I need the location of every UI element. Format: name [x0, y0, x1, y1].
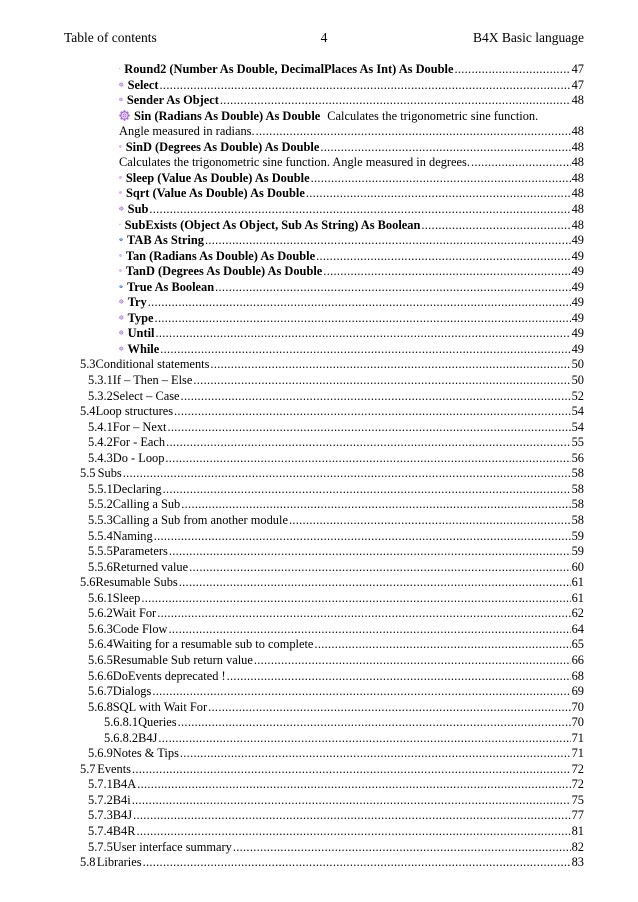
- toc-entry-number: 5.7.3: [88, 808, 113, 823]
- toc-entry-title: B4J: [138, 730, 158, 745]
- toc-entry-page: 47: [571, 77, 584, 92]
- toc-entry-page: 56: [571, 450, 584, 465]
- toc-entry-title: Type: [127, 310, 154, 325]
- toc-dot-leader: [143, 853, 571, 871]
- toc-entry-number: 5.6.2: [88, 606, 113, 621]
- toc-entry-title: Try: [127, 295, 147, 310]
- toc-entry-number: 5.6.8.1: [104, 715, 139, 730]
- toc-entry-number: 5.5.3: [88, 513, 113, 527]
- toc-entry-number: 5.5.4: [88, 528, 113, 543]
- toc-entry-page: 81: [571, 824, 584, 838]
- gear-icon: [119, 265, 122, 276]
- header-section-title: Table of contents: [64, 30, 157, 45]
- toc-entry-title: B4i: [112, 792, 131, 807]
- toc-entry-title: Waiting for a resumable sub to complete: [112, 637, 314, 652]
- toc-entry-title: Declaring: [112, 481, 162, 496]
- toc-entry-page: 49: [571, 248, 584, 263]
- toc-entry-title: Until: [127, 326, 155, 341]
- toc-entry-number: 5.8: [80, 855, 96, 870]
- toc-entry-page: 49: [571, 233, 584, 248]
- toc-entry-page: 49: [571, 341, 584, 356]
- toc-entry-page: 52: [571, 388, 584, 403]
- toc-entry-page: 58: [571, 481, 584, 496]
- toc-entry-page: 66: [571, 652, 584, 667]
- toc-entry-number: 5.6.5: [88, 652, 113, 667]
- toc-entry-number: 5.3.2: [88, 388, 113, 403]
- toc-entry-title: Conditional statements: [95, 357, 210, 372]
- toc-entry-number: 5.4.1: [88, 419, 113, 434]
- gear-icon: [119, 172, 122, 183]
- toc-entry-page: 55: [571, 435, 584, 450]
- toc-entry-number: 5.6.8: [88, 699, 113, 714]
- toc-entry-number: 5.6.4: [88, 637, 113, 652]
- toc-entry-page: 61: [571, 590, 584, 605]
- toc-entry-page: 77: [571, 808, 584, 823]
- gear-icon: [119, 343, 124, 354]
- toc-entry-number: 5.6.1: [88, 590, 113, 605]
- toc-entry-page: 71: [571, 730, 584, 745]
- toc-entry-title: Code Flow: [112, 621, 168, 636]
- toc-entry-title: DoEvents deprecated !: [112, 668, 226, 683]
- gear-icon: [119, 219, 121, 230]
- toc-entry-number: 5.4: [80, 404, 96, 419]
- gear-icon: [119, 110, 130, 121]
- gear-icon: [119, 312, 124, 323]
- gear-icon: [119, 141, 122, 152]
- toc-entry-title: User interface summary: [112, 839, 232, 854]
- header-document-title: B4X Basic language: [473, 30, 584, 45]
- gear-icon: [119, 250, 122, 261]
- toc-entry-title: SinD (Degrees As Double) As Double: [125, 139, 320, 154]
- toc-entry-description: Calculates the trigonometric sine function.: [327, 108, 539, 123]
- toc-entry-page: 82: [571, 839, 584, 854]
- toc-entry-page: 48: [571, 93, 584, 108]
- toc-entry-page: 48: [571, 217, 584, 232]
- toc-entry-title: SQL with Wait For: [112, 699, 208, 714]
- toc-entry-page: 64: [571, 621, 584, 636]
- page-header: [64, 29, 584, 47]
- toc-entry-title: True As Boolean: [126, 279, 215, 294]
- toc-entry-number: 5.7.4: [88, 824, 113, 838]
- toc-entry-page: 54: [571, 404, 584, 419]
- toc-entry-title: Calling a Sub from another module: [112, 513, 288, 527]
- toc-entry-number: 5.6.7: [88, 684, 113, 698]
- toc-entry-title: B4R: [112, 824, 136, 838]
- toc-entry-title: For - Each: [112, 435, 166, 450]
- toc-entry-number: 5.6.9: [88, 746, 113, 761]
- toc-entry-page: 48: [571, 124, 584, 139]
- toc-entry-page: 47: [571, 62, 584, 76]
- toc-entry-title: Select: [127, 77, 159, 92]
- toc-entry-title: TAB As String: [127, 233, 204, 248]
- toc-entry-page: 49: [571, 295, 584, 310]
- toc-entry-number: 5.4.3: [88, 450, 113, 465]
- toc-entry-title: Angle measured in radians.: [119, 124, 255, 139]
- toc-entry-title: SubExists (Object As Object, Sub As String) As Boolean: [124, 217, 421, 232]
- toc-entry-title: Loop structures: [95, 404, 174, 419]
- toc-entry-title: If – Then – Else: [112, 373, 193, 387]
- toc-entry-title: Naming: [112, 528, 153, 543]
- toc-entry-page: 68: [571, 668, 584, 683]
- toc-entry-page: 49: [571, 310, 584, 325]
- toc-entry-title: Resumable Subs: [95, 575, 178, 590]
- toc-entry-page: 58: [571, 497, 584, 512]
- toc-entry-title: Queries: [138, 715, 177, 730]
- toc-entry-page: 59: [571, 528, 584, 543]
- toc-entry-title: B4J: [112, 808, 133, 823]
- toc-entry-page: 72: [571, 761, 584, 776]
- toc-entry-title: Round2 (Number As Double, DecimalPlaces As Int) As Double: [124, 62, 454, 76]
- toc-entry-title: Sleep (Value As Double) As Double: [125, 170, 310, 185]
- toc-entry-number: 5.5: [80, 466, 96, 481]
- gear-icon: [119, 327, 124, 338]
- toc-entry-number: 5.5.5: [88, 544, 113, 559]
- diamond-icon: [119, 281, 123, 292]
- toc-entry-page: 62: [571, 606, 584, 621]
- header-page-number: 4: [320, 30, 328, 45]
- toc-entry-title: TanD (Degrees As Double) As Double: [125, 264, 323, 279]
- toc-entry-number: 5.3.1: [88, 373, 113, 387]
- toc-entry-number: 5.6: [80, 575, 96, 590]
- toc-entry-page: 71: [571, 746, 584, 761]
- gear-icon: [119, 187, 122, 198]
- gear-icon: [119, 63, 120, 74]
- toc-entry-page: 60: [571, 559, 584, 574]
- toc-entry-number: 5.7.2: [88, 792, 113, 807]
- toc-entry-title: Sleep: [112, 590, 141, 605]
- toc-entry-number: 5.6.8.2: [104, 730, 139, 745]
- toc-entry-number: 5.7.1: [88, 777, 113, 792]
- toc-entry-title: Calculates the trigonometric sine function. Angle measured in degrees.: [119, 155, 470, 170]
- toc-entry-title: Sqrt (Value As Double) As Double: [125, 186, 305, 201]
- toc-entry-number: 5.7.5: [88, 839, 113, 854]
- gear-icon: [119, 94, 123, 105]
- toc-entry-page: 49: [571, 264, 584, 279]
- toc-entry-title: Sub: [127, 202, 149, 216]
- toc-entry-title: For – Next: [112, 419, 167, 434]
- toc-entry-page: 70: [571, 715, 584, 730]
- toc-entry-page: 50: [571, 357, 584, 372]
- toc-entry-page: 75: [571, 792, 584, 807]
- toc-entry-number: 5.4.2: [88, 435, 113, 450]
- toc-entry-number: 5.5.6: [88, 559, 113, 574]
- toc-entry-title: Select – Case: [112, 388, 180, 403]
- toc-entry-title: While: [127, 341, 160, 356]
- toc-entry-title: Wait For: [112, 606, 157, 621]
- toc-entry-title: Parameters: [112, 544, 168, 559]
- toc-entry-title: B4A: [112, 777, 137, 792]
- toc-entry-number: 5.5.1: [88, 481, 113, 496]
- toc-entry-page: 49: [571, 326, 584, 341]
- gear-icon: [119, 203, 124, 214]
- toc-entry-number: 5.5.2: [88, 497, 113, 512]
- gear-icon: [119, 296, 124, 307]
- toc-entry-number: 5.3: [80, 357, 96, 372]
- toc-entry-page: 48: [571, 139, 584, 154]
- toc-entry-page: 48: [571, 170, 584, 185]
- toc-entry-page: 50: [571, 373, 584, 387]
- toc-entry-title: Returned value: [112, 559, 189, 574]
- toc-entry-number: 5.6.6: [88, 668, 113, 683]
- toc-entry-page: 65: [571, 637, 584, 652]
- toc-entry-title: Notes & Tips: [112, 746, 179, 761]
- toc-entry-page: 61: [571, 575, 584, 590]
- toc-entry-page: 58: [571, 513, 584, 527]
- toc-entry-title: Do - Loop: [112, 450, 165, 465]
- toc-entry-title: Subs: [97, 466, 122, 481]
- toc-entry-title: Sender As Object: [126, 93, 219, 108]
- toc-entry-page: 58: [571, 466, 584, 481]
- toc-entry-page: 54: [571, 419, 584, 434]
- toc-entry-page: 83: [571, 855, 584, 870]
- toc-entry-page: 72: [571, 777, 584, 792]
- toc-entry-page: 70: [571, 699, 584, 714]
- toc-entry-page: 48: [571, 202, 584, 216]
- toc-entry-title: Tan (Radians As Double) As Double: [125, 248, 316, 263]
- toc-entry-number: 5.6.3: [88, 621, 113, 636]
- toc-entry-page: 48: [571, 155, 584, 170]
- toc-entry-page: 59: [571, 544, 584, 559]
- toc-entry-page: 49: [571, 279, 584, 294]
- gear-icon: [119, 79, 124, 90]
- toc-entry-page: 48: [571, 186, 584, 201]
- toc-entry-title: Sin (Radians As Double) As Double: [134, 108, 321, 123]
- toc-entry-title: Resumable Sub return value: [112, 652, 253, 667]
- toc-entry-title: Calling a Sub: [112, 497, 181, 512]
- toc-entry-title: Events: [97, 761, 131, 776]
- diamond-icon: [119, 234, 123, 245]
- toc-entry[interactable]: [0, 853, 638, 871]
- toc-entry-title: Libraries: [96, 855, 142, 870]
- toc-entry-title: Dialogs: [112, 684, 152, 698]
- toc-entry-page: 69: [571, 684, 584, 698]
- toc-entry-number: 5.7: [80, 761, 96, 776]
